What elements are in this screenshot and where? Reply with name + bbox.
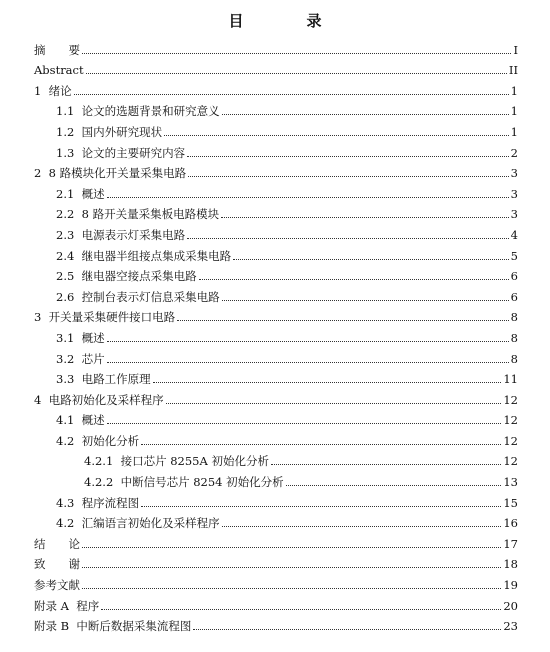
toc-entry[interactable] xyxy=(34,324,518,345)
dot-leader xyxy=(141,444,501,445)
toc-entry-page: 8 xyxy=(510,351,518,366)
dot-leader xyxy=(164,135,509,136)
dot-leader xyxy=(107,362,509,363)
toc-entry-page: 1 xyxy=(510,104,518,119)
toc-entry-page: 12 xyxy=(503,433,518,448)
toc-entry-label: 4.3 程序流程图 xyxy=(56,495,140,510)
toc-entry-label: 3.3 电路工作原理 xyxy=(56,372,151,387)
dot-leader xyxy=(107,341,509,342)
toc-entry-page: 6 xyxy=(510,269,518,284)
dot-leader xyxy=(187,238,509,239)
toc-entry[interactable] xyxy=(34,510,518,531)
toc-entry-page: 3 xyxy=(510,207,518,222)
toc-entry[interactable] xyxy=(34,118,518,139)
toc-entry[interactable] xyxy=(34,613,518,634)
dot-leader xyxy=(86,73,507,74)
toc-entry-page: 13 xyxy=(503,475,518,490)
toc-entry-label: 1.2 国内外研究现状 xyxy=(56,124,163,139)
toc-entry-page: I xyxy=(513,42,518,57)
toc-entry-label: 2.1 概述 xyxy=(56,186,105,201)
toc-entry-label: 2.2 8 路开关量采集板电路模块 xyxy=(56,207,220,222)
toc-entry-label: Abstract xyxy=(34,63,84,78)
dot-leader xyxy=(107,197,509,198)
toc-entry-page: 12 xyxy=(503,392,518,407)
toc-entry-page: 4 xyxy=(510,227,518,242)
toc-entry[interactable] xyxy=(34,98,518,119)
toc-entry[interactable] xyxy=(34,571,518,592)
toc-entry[interactable] xyxy=(34,221,518,242)
toc-entry-page: 8 xyxy=(510,310,518,325)
dot-leader xyxy=(74,94,509,95)
dot-leader xyxy=(222,114,509,115)
toc-entry-page: 17 xyxy=(503,536,518,551)
toc-entry-page: 3 xyxy=(510,166,518,181)
toc-entry-page: 8 xyxy=(510,330,518,345)
toc-entry[interactable] xyxy=(34,180,518,201)
toc-entry-label: 4.1 概述 xyxy=(56,413,105,428)
dot-leader xyxy=(177,320,509,321)
toc-entry[interactable] xyxy=(34,263,518,284)
toc-entry-label: 摘 要 xyxy=(34,42,80,57)
toc-title: 目 录 xyxy=(228,12,346,30)
toc-entry[interactable] xyxy=(34,366,518,387)
toc-entry-page: 19 xyxy=(503,578,518,593)
dot-leader xyxy=(82,588,501,589)
toc-entry-page: 1 xyxy=(510,124,518,139)
toc-entry-page: 15 xyxy=(503,495,518,510)
toc-entry-label: 4.2.1 接口芯片 8255A 初始化分析 xyxy=(84,454,269,469)
toc-entry[interactable] xyxy=(34,386,518,407)
toc-entry-label: 结 论 xyxy=(34,536,80,551)
dot-leader xyxy=(222,526,502,527)
toc-entry[interactable] xyxy=(34,304,518,325)
toc-entry[interactable] xyxy=(34,427,518,448)
dot-leader xyxy=(271,464,501,465)
toc-entry[interactable] xyxy=(34,77,518,98)
toc-entry[interactable] xyxy=(34,407,518,428)
toc-entry-label: 4 电路初始化及采样程序 xyxy=(34,392,164,407)
toc-entry-label: 2.6 控制台表示灯信息采集电路 xyxy=(56,289,220,304)
dot-leader xyxy=(82,547,501,548)
table-of-contents xyxy=(34,36,518,633)
dot-leader xyxy=(199,279,509,280)
toc-entry-page: 11 xyxy=(503,372,518,387)
toc-entry[interactable] xyxy=(34,592,518,613)
toc-entry-page: 12 xyxy=(503,454,518,469)
dot-leader xyxy=(166,403,502,404)
dot-leader xyxy=(221,217,509,218)
toc-entry-label: 2.3 电源表示灯采集电路 xyxy=(56,227,186,242)
toc-entry-label: 1.1 论文的选题背景和研究意义 xyxy=(56,104,220,119)
toc-entry-page: 20 xyxy=(503,598,518,613)
dot-leader xyxy=(107,423,502,424)
toc-entry-page: 3 xyxy=(510,186,518,201)
dot-leader xyxy=(82,53,511,54)
toc-entry[interactable] xyxy=(34,468,518,489)
toc-entry-page: 16 xyxy=(503,516,518,531)
toc-entry-label: 4.2 初始化分析 xyxy=(56,433,140,448)
toc-entry-label: 3.1 概述 xyxy=(56,330,105,345)
toc-entry-label: 附录 B 中断后数据采集流程图 xyxy=(34,619,192,634)
toc-entry-label: 4.2.2 中断信号芯片 8254 初始化分析 xyxy=(84,475,284,490)
toc-entry[interactable] xyxy=(34,139,518,160)
toc-entry[interactable] xyxy=(34,448,518,469)
dot-leader xyxy=(193,629,501,630)
toc-entry-page: 6 xyxy=(510,289,518,304)
dot-leader xyxy=(82,567,501,568)
toc-entry-label: 参考文献 xyxy=(34,578,80,593)
toc-entry-page: 12 xyxy=(503,413,518,428)
toc-entry-label: 4.2 汇编语言初始化及采样程序 xyxy=(56,516,220,531)
toc-entry[interactable] xyxy=(34,530,518,551)
toc-entry[interactable] xyxy=(34,551,518,572)
dot-leader xyxy=(153,382,502,383)
dot-leader xyxy=(101,609,501,610)
toc-entry-page: 23 xyxy=(503,619,518,634)
toc-entry-page: 2 xyxy=(510,145,518,160)
toc-entry[interactable] xyxy=(34,160,518,181)
dot-leader xyxy=(286,485,502,486)
toc-entry-label: 2.5 继电器空接点采集电路 xyxy=(56,269,197,284)
dot-leader xyxy=(222,300,509,301)
dot-leader xyxy=(141,506,501,507)
toc-entry[interactable] xyxy=(34,36,518,57)
toc-entry-label: 2 8 路模块化开关量采集电路 xyxy=(34,166,187,181)
toc-entry-label: 1.3 论文的主要研究内容 xyxy=(56,145,186,160)
toc-entry-page: 18 xyxy=(503,557,518,572)
dot-leader xyxy=(187,156,509,157)
toc-entry[interactable] xyxy=(34,57,518,78)
toc-entry-page: II xyxy=(508,63,518,78)
dot-leader xyxy=(188,176,509,177)
toc-entry[interactable] xyxy=(34,283,518,304)
toc-entry-label: 3.2 芯片 xyxy=(56,351,105,366)
toc-entry-label: 2.4 继电器半组接点集成采集电路 xyxy=(56,248,232,263)
toc-entry[interactable] xyxy=(34,201,518,222)
toc-entry[interactable] xyxy=(34,489,518,510)
toc-entry-page: 1 xyxy=(510,83,518,98)
toc-entry-label: 1 绪论 xyxy=(34,83,72,98)
toc-entry-label: 致 谢 xyxy=(34,557,80,572)
toc-entry[interactable] xyxy=(34,242,518,263)
toc-entry-label: 3 开关量采集硬件接口电路 xyxy=(34,310,176,325)
toc-entry-page: 5 xyxy=(510,248,518,263)
dot-leader xyxy=(233,259,509,260)
toc-entry-label: 附录 A 程序 xyxy=(34,598,100,613)
toc-entry[interactable] xyxy=(34,345,518,366)
